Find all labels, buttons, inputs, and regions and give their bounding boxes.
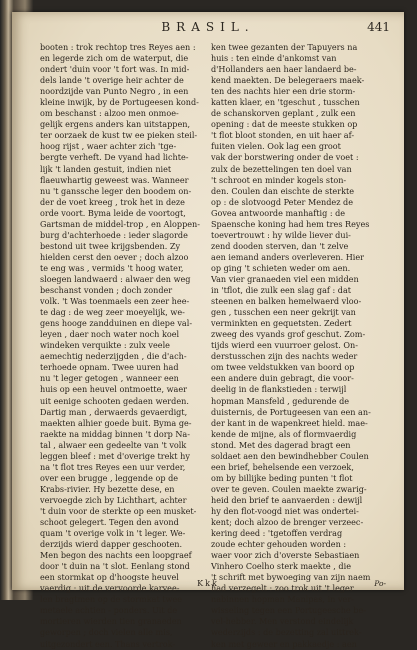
text-line: gelijk ergens anders kan uitstappen, [40, 119, 191, 130]
text-line: bergte verheft. De vyand had lichte- [40, 152, 189, 163]
text-line: der de voet kreeg , trok het in deze [40, 196, 185, 207]
text-line: mortieren wierden tien granaeden [40, 616, 182, 627]
text-line: leggen bleef : met d'overige trekt hy [40, 450, 190, 461]
text-line: na 't flot tres Reyes een uur verder, [40, 461, 186, 472]
text-line: noordzijde van Punto Negro , in een [40, 86, 189, 97]
text-line: duisternis, de Portugeesen van een an- [211, 406, 371, 417]
text-line: had verzegelt : zoo trok uit 't leger [211, 583, 354, 594]
text-line: Krabs-rivier. Hy bezette dese, en [40, 483, 175, 494]
text-line: ten des nachts hier een drie storm- [211, 86, 356, 97]
text-line: booten : trok rechtop tres Reyes aen : [40, 42, 196, 52]
text-line: bestond uit twee krijgsbenden. Zy [40, 240, 181, 251]
text-line: huis op een heuvel ontmoette, waer [40, 384, 187, 395]
right-text-column [211, 42, 373, 650]
text-line: door 't duin na 't slot. Eenlang stond [40, 561, 190, 572]
text-line: kering deed : 'tgetoffen verdrag [211, 528, 343, 539]
text-line: zweeg des vyands grof geschut. Zom- [211, 329, 366, 340]
text-line: 't flot bloot stonden, en uit haer af- [211, 130, 355, 141]
text-line: soldaet aen den bewindhebber Coulen [211, 450, 369, 461]
text-line: tal , alwaer een gedeelte van 't volk [40, 439, 187, 450]
text-line: raekte na middag binnen 't dorp Na- [40, 428, 190, 439]
text-line: aemechtig nederzijgden , die d'ach- [40, 351, 187, 362]
text-line: steenen en balken hemelwaerd vloo- [211, 296, 362, 307]
text-line: om twee veldstukken van boord op [211, 362, 355, 373]
text-line: Men begon des nachts een loopgraef [40, 550, 192, 561]
text-line: windeken verquikte : zulx veele [40, 340, 170, 351]
text-line: hielden cerst den oever ; doch alzoo [40, 251, 189, 262]
running-header: BRASIL. [161, 20, 255, 34]
page-number: 441 [367, 20, 390, 34]
text-line: kleine inwijk, by de Portugeesen kond- [40, 97, 199, 108]
text-line: Govea antwoorde manhaftig : de [211, 207, 346, 218]
text-line: nu 't ganssche leger den boodem on- [40, 185, 192, 196]
text-line: op : de slotvoogd Peter Mendez de [211, 196, 354, 207]
text-line: geworpen ; doch vielen alle mis, [40, 627, 173, 638]
text-line: te eng was , vermids 't hoog water, [40, 262, 184, 273]
text-line: vaerdig : uit de vervoorde karvee- [40, 583, 180, 594]
text-line: uit eenige schooten gedaen werden. [40, 395, 189, 406]
left-text-column [40, 42, 202, 650]
text-line: d'Hollanders aen haer landaerd be- [211, 64, 357, 75]
text-line: een andere duin gebragt, die voor- [211, 373, 354, 384]
text-line: ter oorzaek de kust tw ee pieken steil- [40, 130, 198, 141]
text-line: maekten alhier goede buit. Byma ge- [40, 417, 192, 428]
text-line: derzijds wierd dapper geschooten. [40, 539, 183, 550]
text-line: Dartig man , derwaerds gevaerdigt, [40, 406, 188, 417]
text-line: den. Coulen dan eischte de sterkte [211, 185, 355, 196]
text-line: uitgezondert een. Thans vertrok- [40, 638, 176, 649]
text-line: aen iemand anders overleveren. Hier [211, 251, 365, 262]
text-line: Spaensche koning had hem tres Reyes [211, 218, 370, 229]
text-line: om by billijke beding punten 't flot [211, 472, 353, 483]
text-line: zend dooden sterven, dan 't zelve [211, 240, 349, 251]
text-line: len bragtmen op de stormkat twee [40, 594, 183, 605]
text-line: verminkten en gequetsten. Zedert [211, 318, 352, 329]
text-line: gen , tusschen een neer gekrijt van [211, 307, 356, 318]
text-line: 't schroot en minder kogels ston- [211, 174, 347, 185]
text-line: in 'tflot, die zulk een slag gaf : dat [211, 285, 352, 296]
text-line: zoude echter gehouden worden : [211, 539, 347, 550]
text-line: hopman Mansfeld , gedurende de [211, 395, 350, 406]
text-line: deelig in de flankstieden : terwijl [211, 384, 347, 395]
text-line: lijk 't landen gestuit, indien niet [40, 163, 172, 174]
text-line: opening : dat de meeste stukken op [211, 119, 358, 130]
catchword: Po- [374, 579, 386, 588]
text-line: waer voor zich d'overste Sebastiaen [211, 550, 360, 561]
text-line: katten klaer, en 'tgeschut , tusschen [211, 97, 360, 108]
text-line: Van vier granaeden viel een midden [211, 273, 359, 284]
text-line: Gartsman de middel-trop , en Aloppen- [40, 218, 201, 229]
text-line: zulx de bezettelingen ten doel van [211, 163, 352, 174]
text-line: over te geven. Coulen maekte zwarig- [211, 483, 367, 494]
text-line: tijds wierd een vuurroer gelost. On- [211, 340, 358, 351]
text-line: ken twee gezanten der Tapuyers na [211, 42, 358, 52]
text-line: 't schrift met bywoeging van zijn naem [211, 572, 371, 583]
text-line: en legerde zich om de waterput, die [40, 53, 189, 64]
text-line: beschanst vonden ; doch zonder [40, 285, 173, 296]
text-line: wisseling tegen een Portugeesche be- [211, 605, 366, 616]
text-line: vervoegde zich by Lichthart, achter [40, 494, 187, 505]
text-line: vak der borstwering onder de voet : [211, 152, 359, 163]
text-line: kend maekten. De belegeraers maek- [211, 75, 365, 86]
text-line: om beschanst : alzoo men onmoe- [40, 108, 179, 119]
text-line: kende de mijne, als of flormvaerdig [211, 428, 357, 439]
text-line: kent; doch alzoo de brenger verzeec- [211, 517, 364, 528]
text-line: leyen , daer noch water noch koel [40, 329, 180, 340]
text-line: Vinhero Coelho sterk maekte , die [211, 561, 351, 572]
text-line: derstusschen zijn des nachts weder [211, 351, 358, 362]
text-line: orde voort. Byma leide de voortogt, [40, 207, 186, 218]
text-line: nabinnen hopman Manlpas, in ver- [211, 594, 354, 605]
text-line: heid den brief te aanvaerden : dewijl [211, 494, 363, 505]
text-line: ken met geweer en pakkaedje : aen [211, 638, 357, 649]
text-line: dels lande 't overige heir achter de [40, 75, 184, 86]
text-line: nu 't leger getogen , wanneer een [40, 373, 179, 384]
text-line: volk. 't Was toenmaels een zeer hee- [40, 296, 190, 307]
text-line: terhoede opnam. Twee uuren had [40, 362, 179, 373]
text-line: ondert 'duin voor 't fort was. In mid- [40, 64, 190, 75]
text-line: flaeuwhartig geweest was. Wanneer [40, 174, 189, 185]
text-line: een brief, behelsende een verzoek, [211, 461, 354, 472]
text-line: op ging 't schieten weder om aen. [211, 262, 351, 273]
text-line: stond. Met des dagerad bragt een [211, 439, 351, 450]
text-line: vel-hebber. Men verstond eindelijk [211, 616, 354, 627]
text-line: toevertrouwt : hy wilde liever dui- [211, 229, 351, 240]
signature-mark: Kkk [197, 579, 219, 588]
text-line: huis : ten einde d'ankomst van [211, 53, 337, 64]
text-line: burg d'achterhoede : ieder slagorde [40, 229, 188, 240]
text-line: hoog rijst , waer achter zich 'tge- [40, 141, 177, 152]
text-line: over een brugge , leggende op de [40, 472, 179, 483]
text-line: te dag : de weg zeer moeyelijk, we- [40, 307, 185, 318]
text-line: de schanskorven geplant , zulk een [211, 108, 356, 119]
text-line: der kant in de wapenkreet hield. mae- [211, 417, 368, 428]
book-page [12, 12, 404, 649]
text-line: een stormkat op d'hoogste heuvel [40, 572, 179, 583]
text-line: fuiten vielen. Ook lag een groot [211, 141, 341, 152]
text-line: schoot gelegert. Tegen den avond [40, 517, 179, 528]
text-line: metaele achtien - ponders. Uit de [40, 605, 178, 616]
text-line: 't duin voor de sterkte op een musket- [40, 505, 197, 516]
text-line: gens hooge zandduinen en diepe val- [40, 318, 193, 329]
text-line: wederzijds : de bezetting zal uittrek- [211, 627, 362, 638]
text-line: sloegen landwaerd : alwaer den weg [40, 273, 191, 284]
text-line: hy den flot-voogd niet was ondertei- [211, 505, 359, 516]
text-line: quam 't overige volk in 't leger. We- [40, 528, 186, 539]
